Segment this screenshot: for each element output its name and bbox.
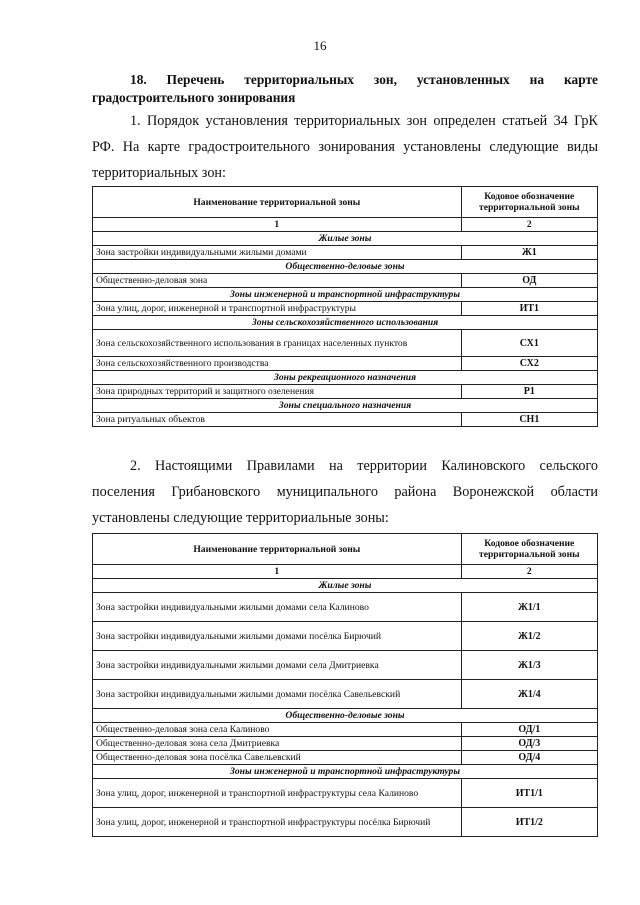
column-header-code: Кодовое обозначение территориальной зоны [461, 187, 597, 218]
zones-table-1 [92, 186, 598, 427]
table-row [93, 330, 598, 357]
table-row [93, 385, 598, 399]
zone-name: Зона ритуальных объектов [93, 413, 462, 427]
zones-table-2 [92, 533, 598, 837]
zone-name: Зона застройки индивидуальными жилыми домами посёлка Савельевский [93, 680, 462, 709]
zone-group-header: Жилые зоны [93, 232, 598, 246]
zone-code: Р1 [461, 385, 597, 399]
zone-code: Ж1/2 [461, 622, 597, 651]
zone-group-header: Жилые зоны [93, 579, 598, 593]
table-row [93, 779, 598, 808]
table-row [93, 413, 598, 427]
column-header-name: Наименование территориальной зоны [93, 534, 462, 565]
page-number: 16 [313, 38, 327, 53]
table-row [93, 274, 598, 288]
zone-code: ИТ1 [461, 302, 597, 316]
paragraph-2: 2. Настоящими Правилами на территории Калиновского сельского поселения Грибановского муниципального района Воронежской области установлены следующие территориальные зоны: [92, 458, 598, 526]
zone-name: Зона застройки индивидуальными жилыми домами села Калиново [93, 593, 462, 622]
zone-code: Ж1/1 [461, 593, 597, 622]
table-row [93, 680, 598, 709]
zone-name: Зона улиц, дорог, инженерной и транспортной инфраструктуры села Калиново [93, 779, 462, 808]
table-row [93, 651, 598, 680]
zone-code: ОД [461, 274, 597, 288]
zone-code: ОД/4 [461, 751, 597, 765]
table-row [93, 723, 598, 737]
zones-table-1-body [93, 232, 598, 427]
table-row [93, 357, 598, 371]
zone-name: Зона сельскохозяйственного производства [93, 357, 462, 371]
column-number: 2 [461, 218, 597, 232]
zone-name: Общественно-деловая зона села Калиново [93, 723, 462, 737]
zone-name: Зона застройки индивидуальными жилыми домами посёлка Бирючий [93, 622, 462, 651]
zone-group-header: Зоны сельскохозяйственного использования [93, 316, 598, 330]
zone-code: ИТ1/2 [461, 808, 597, 837]
zone-name: Общественно-деловая зона посёлка Савельевский [93, 751, 462, 765]
zone-code: Ж1/4 [461, 680, 597, 709]
column-number: 1 [93, 218, 462, 232]
zone-name: Общественно-деловая зона села Дмитриевка [93, 737, 462, 751]
table-row [93, 808, 598, 837]
zone-group-header: Зоны специального назначения [93, 399, 598, 413]
zone-group-header: Общественно-деловые зоны [93, 709, 598, 723]
zone-group-header: Зоны рекреационного назначения [93, 371, 598, 385]
zone-name: Зона улиц, дорог, инженерной и транспортной инфраструктуры посёлка Бирючий [93, 808, 462, 837]
zone-group-header: Зоны инженерной и транспортной инфраструктуры [93, 765, 598, 779]
zones-table-2-body [93, 579, 598, 837]
table-row [93, 622, 598, 651]
zone-code: СХ1 [461, 330, 597, 357]
column-number: 2 [461, 565, 597, 579]
table-row [93, 751, 598, 765]
zone-code: СН1 [461, 413, 597, 427]
zone-name: Зона улиц, дорог, инженерной и транспортной инфраструктуры [93, 302, 462, 316]
zone-code: Ж1 [461, 246, 597, 260]
zone-code: ИТ1/1 [461, 779, 597, 808]
table-row [93, 593, 598, 622]
section-heading: 18. Перечень территориальных зон, установленных на карте градостроительного зонирования [92, 72, 598, 105]
zone-name: Зона природных территорий и защитного озеленения [93, 385, 462, 399]
zone-name: Общественно-деловая зона [93, 274, 462, 288]
zone-name: Зона сельскохозяйственного использования в границах населенных пунктов [93, 330, 462, 357]
zone-code: ОД/1 [461, 723, 597, 737]
zone-group-header: Общественно-деловые зоны [93, 260, 598, 274]
zone-name: Зона застройки индивидуальными жилыми домами села Дмитриевка [93, 651, 462, 680]
zone-code: ОД/3 [461, 737, 597, 751]
zone-group-header: Зоны инженерной и транспортной инфраструктуры [93, 288, 598, 302]
column-header-code: Кодовое обозначение территориальной зоны [461, 534, 597, 565]
zone-name: Зона застройки индивидуальными жилыми домами [93, 246, 462, 260]
zone-code: СХ2 [461, 357, 597, 371]
column-number: 1 [93, 565, 462, 579]
column-header-name: Наименование территориальной зоны [93, 187, 462, 218]
zone-code: Ж1/3 [461, 651, 597, 680]
table-row [93, 302, 598, 316]
table-row [93, 246, 598, 260]
table-row [93, 737, 598, 751]
paragraph-1: 1. Порядок установления территориальных зон определен статьей 34 ГрК РФ. На карте градостроительного зонирования установлены следующие виды территориальных зон: [92, 113, 598, 181]
